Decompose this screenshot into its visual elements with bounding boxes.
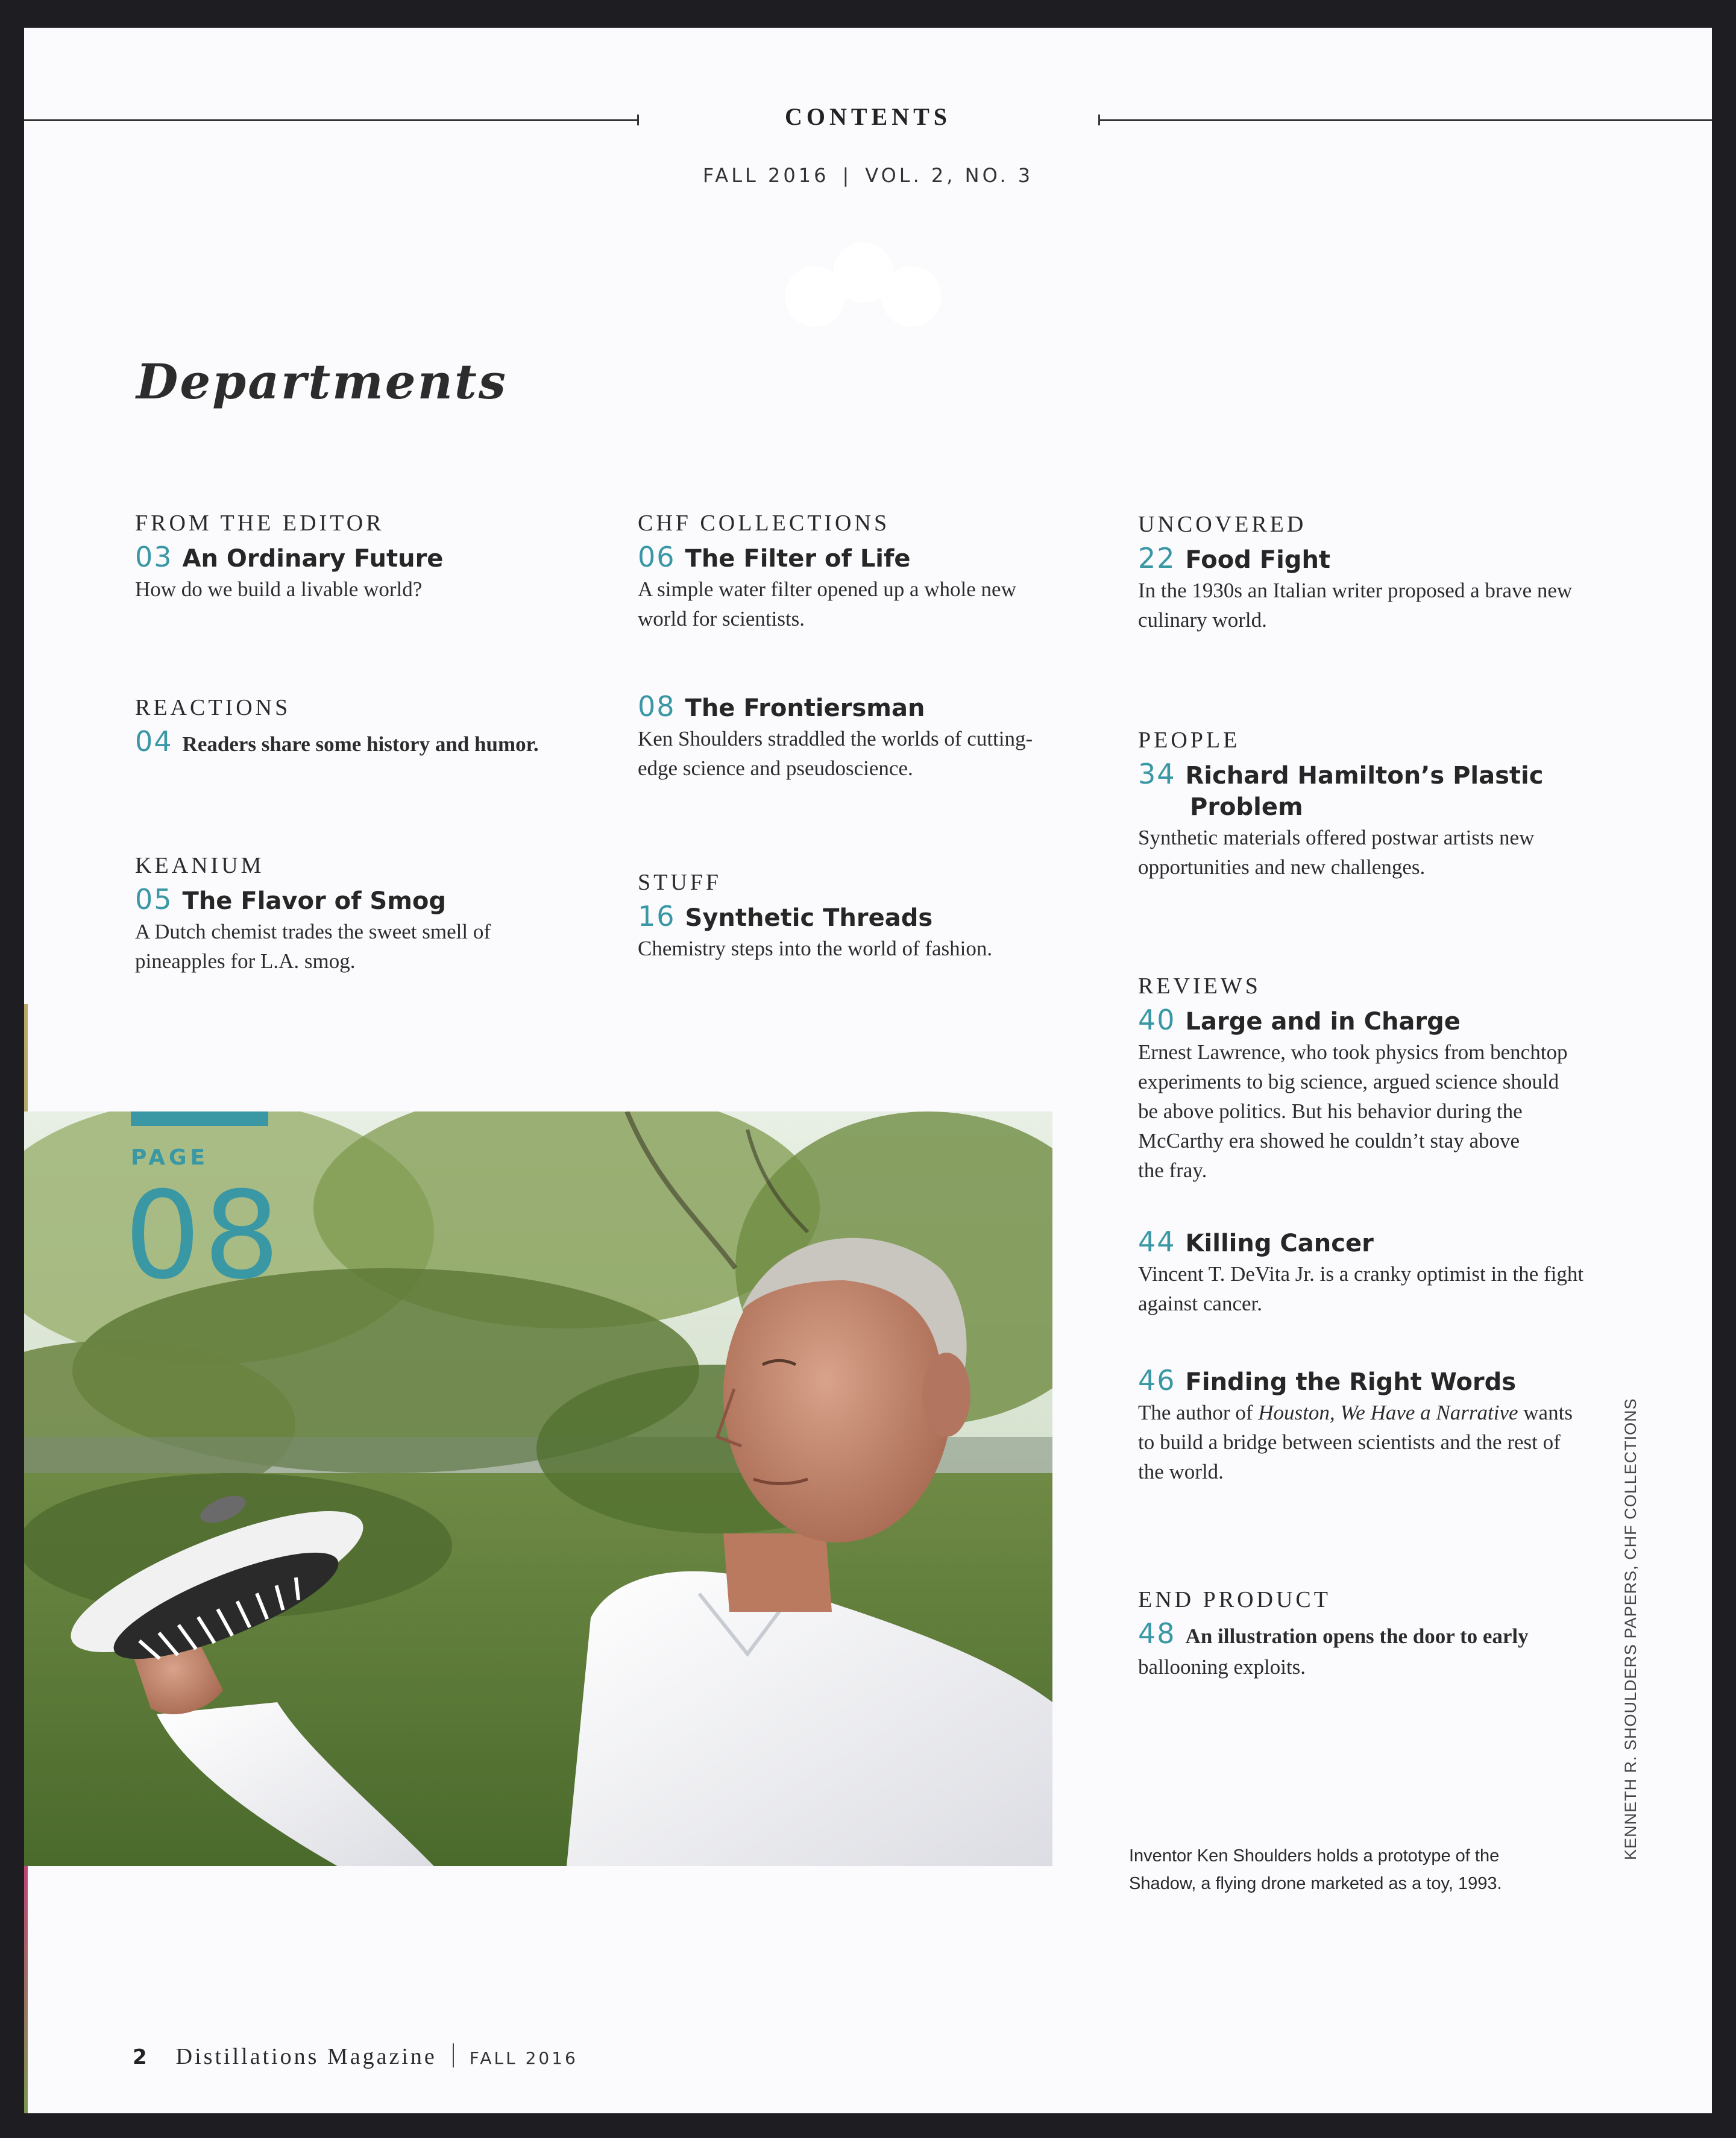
- page-number: 34: [1138, 758, 1176, 790]
- description-suffix: wants: [1518, 1401, 1573, 1424]
- issue-volume: VOL. 2, NO. 3: [865, 164, 1034, 187]
- toc-entry-killing-cancer[interactable]: [1138, 1226, 1656, 1318]
- page-number: 06: [638, 541, 676, 573]
- headline-text: The Frontiersman: [685, 694, 925, 722]
- entry-headline: [1138, 1618, 1656, 1652]
- headline-text: The Filter of Life: [685, 545, 911, 573]
- entry-headline: [1138, 758, 1656, 823]
- page-feature-tab: [131, 1111, 268, 1126]
- header-rule-left: [24, 119, 639, 121]
- headline-text: Finding the Right Words: [1185, 1368, 1517, 1396]
- magazine-page: [24, 28, 1712, 2113]
- entry-description-line: experiments to big science, argued science should: [1138, 1070, 1559, 1093]
- page-number: 40: [1138, 1004, 1176, 1036]
- entry-description-line: world for scientists.: [638, 607, 805, 630]
- scan-border-right: [1712, 0, 1736, 2138]
- headline-text: Synthetic Threads: [685, 904, 933, 932]
- page-number: 05: [135, 883, 173, 916]
- caption-line: Inventor Ken Shoulders holds a prototype of the: [1129, 1846, 1500, 1866]
- page-number: 48: [1138, 1617, 1176, 1650]
- issue-season: FALL 2016: [702, 164, 829, 187]
- page-number: 08: [638, 690, 676, 723]
- entry-headline: [135, 541, 605, 574]
- entry-description-line: ballooning exploits.: [1138, 1655, 1306, 1679]
- toc-entry-keanium[interactable]: [135, 852, 617, 976]
- entry-description-line: the fray.: [1138, 1159, 1207, 1182]
- section-label: END PRODUCT: [1138, 1587, 1331, 1612]
- section-label: STUFF: [638, 870, 722, 895]
- entry-description: An illustration opens the door to early: [1185, 1624, 1529, 1648]
- section-label: CHF COLLECTIONS: [638, 511, 890, 536]
- photo-caption: [1129, 1842, 1551, 1897]
- headline-text: The Flavor of Smog: [182, 887, 447, 915]
- scan-border-top: [0, 0, 1736, 28]
- entry-description-line: be above politics. But his behavior during the: [1138, 1099, 1523, 1123]
- caption-line: Shadow, a flying drone marketed as a toy, 1993.: [1129, 1874, 1502, 1893]
- entry-description-line: pineapples for L.A. smog.: [135, 949, 356, 973]
- headline-text: Richard Hamilton’s Plastic: [1185, 762, 1544, 790]
- entry-description-line: opportunities and new challenges.: [1138, 855, 1426, 879]
- page-number: 22: [1138, 542, 1176, 574]
- section-label: FROM THE EDITOR: [135, 511, 385, 536]
- scan-border-left: [0, 0, 24, 2138]
- entry-headline: [135, 726, 629, 760]
- footer-magazine-name: Distillations Magazine: [175, 2044, 437, 2069]
- page-feature-number: 08: [124, 1166, 283, 1306]
- entry-description: Readers share some history and humor.: [182, 732, 539, 756]
- page-footer: [133, 2043, 578, 2070]
- headline-text: An Ordinary Future: [182, 545, 444, 573]
- toc-entry-people[interactable]: [1138, 727, 1656, 882]
- entry-description-line: culinary world.: [1138, 608, 1267, 632]
- entry-headline: [135, 884, 617, 917]
- footer-page-number: 2: [133, 2045, 147, 2069]
- entry-headline: [638, 541, 1108, 574]
- headline-text: Large and in Charge: [1185, 1008, 1461, 1036]
- photo-credit: KENNETH R. SHOULDERS PAPERS, CHF COLLECTIONS: [1621, 1398, 1640, 1860]
- toc-entry-finding-right-words[interactable]: [1138, 1365, 1656, 1486]
- footer-divider: [453, 2043, 454, 2067]
- entry-headline: [1138, 1365, 1656, 1398]
- entry-description-line: McCarthy era showed he couldn’t stay above: [1138, 1129, 1520, 1152]
- entry-description-line: Ernest Lawrence, who took physics from benchtop: [1138, 1040, 1568, 1064]
- footer-season: FALL 2016: [469, 2048, 578, 2068]
- headline-text-line-2: Problem: [1190, 793, 1303, 821]
- page-feature-label: PAGE: [131, 1145, 209, 1170]
- toc-entry-reviews[interactable]: [1138, 973, 1656, 1185]
- entry-description-line: In the 1930s an Italian writer proposed a brave new: [1138, 579, 1573, 602]
- page-number: 03: [135, 541, 173, 573]
- page-number: 44: [1138, 1225, 1176, 1258]
- issue-separator: |: [842, 164, 852, 187]
- toc-entry-reactions[interactable]: [135, 694, 629, 760]
- entry-description-line: Ken Shoulders straddled the worlds of cutting-: [638, 727, 1033, 750]
- scan-border-bottom: [0, 2113, 1736, 2138]
- page-number: 04: [135, 725, 173, 758]
- toc-entry-chf-collections[interactable]: [638, 510, 1108, 634]
- toc-entry-frontiersman[interactable]: [638, 691, 1108, 783]
- header-rule-right: [1098, 119, 1712, 121]
- entry-headline: [1138, 1226, 1656, 1259]
- entry-headline: [1138, 1004, 1656, 1037]
- toc-entry-uncovered[interactable]: [1138, 511, 1656, 635]
- headline-text: Food Fight: [1185, 546, 1331, 574]
- watermark-circle: [881, 266, 942, 327]
- description-prefix: The author of: [1138, 1401, 1259, 1424]
- toc-entry-from-the-editor[interactable]: [135, 510, 605, 604]
- section-label: UNCOVERED: [1138, 512, 1307, 537]
- section-label: REVIEWS: [1138, 973, 1261, 999]
- entry-description: How do we build a livable world?: [135, 577, 423, 601]
- section-label: PEOPLE: [1138, 728, 1241, 753]
- book-title: Houston, We Have a Narrative: [1258, 1401, 1518, 1424]
- entry-description-line: A Dutch chemist trades the sweet smell of: [135, 920, 491, 943]
- contents-title: CONTENTS: [784, 103, 952, 130]
- entry-description-line: to build a bridge between scientists and the rest of: [1138, 1430, 1561, 1454]
- entry-description-line: Vincent T. DeVita Jr. is a cranky optimist in the fight: [1138, 1262, 1584, 1286]
- entry-headline: [638, 691, 1108, 724]
- issue-line: [567, 164, 1169, 187]
- entry-description-line: A simple water filter opened up a whole new: [638, 577, 1016, 601]
- headline-text: Killing Cancer: [1185, 1230, 1374, 1257]
- page-number: 46: [1138, 1364, 1176, 1397]
- entry-description-line: Synthetic materials offered postwar artists new: [1138, 826, 1535, 849]
- entry-headline: [1138, 542, 1656, 576]
- entry-description-line: against cancer.: [1138, 1292, 1263, 1315]
- section-label: KEANIUM: [135, 853, 265, 878]
- entry-headline: [638, 901, 1108, 934]
- departments-heading: Departments: [136, 353, 508, 410]
- entry-description-line: [1138, 1398, 1656, 1427]
- entry-description: Chemistry steps into the world of fashion.: [638, 937, 993, 960]
- toc-entry-stuff[interactable]: [638, 869, 1108, 963]
- section-label: REACTIONS: [135, 695, 291, 720]
- entry-description-line: edge science and pseudoscience.: [638, 756, 913, 780]
- toc-entry-end-product[interactable]: [1138, 1586, 1656, 1682]
- page-number: 16: [638, 900, 676, 932]
- entry-description-line: the world.: [1138, 1460, 1224, 1483]
